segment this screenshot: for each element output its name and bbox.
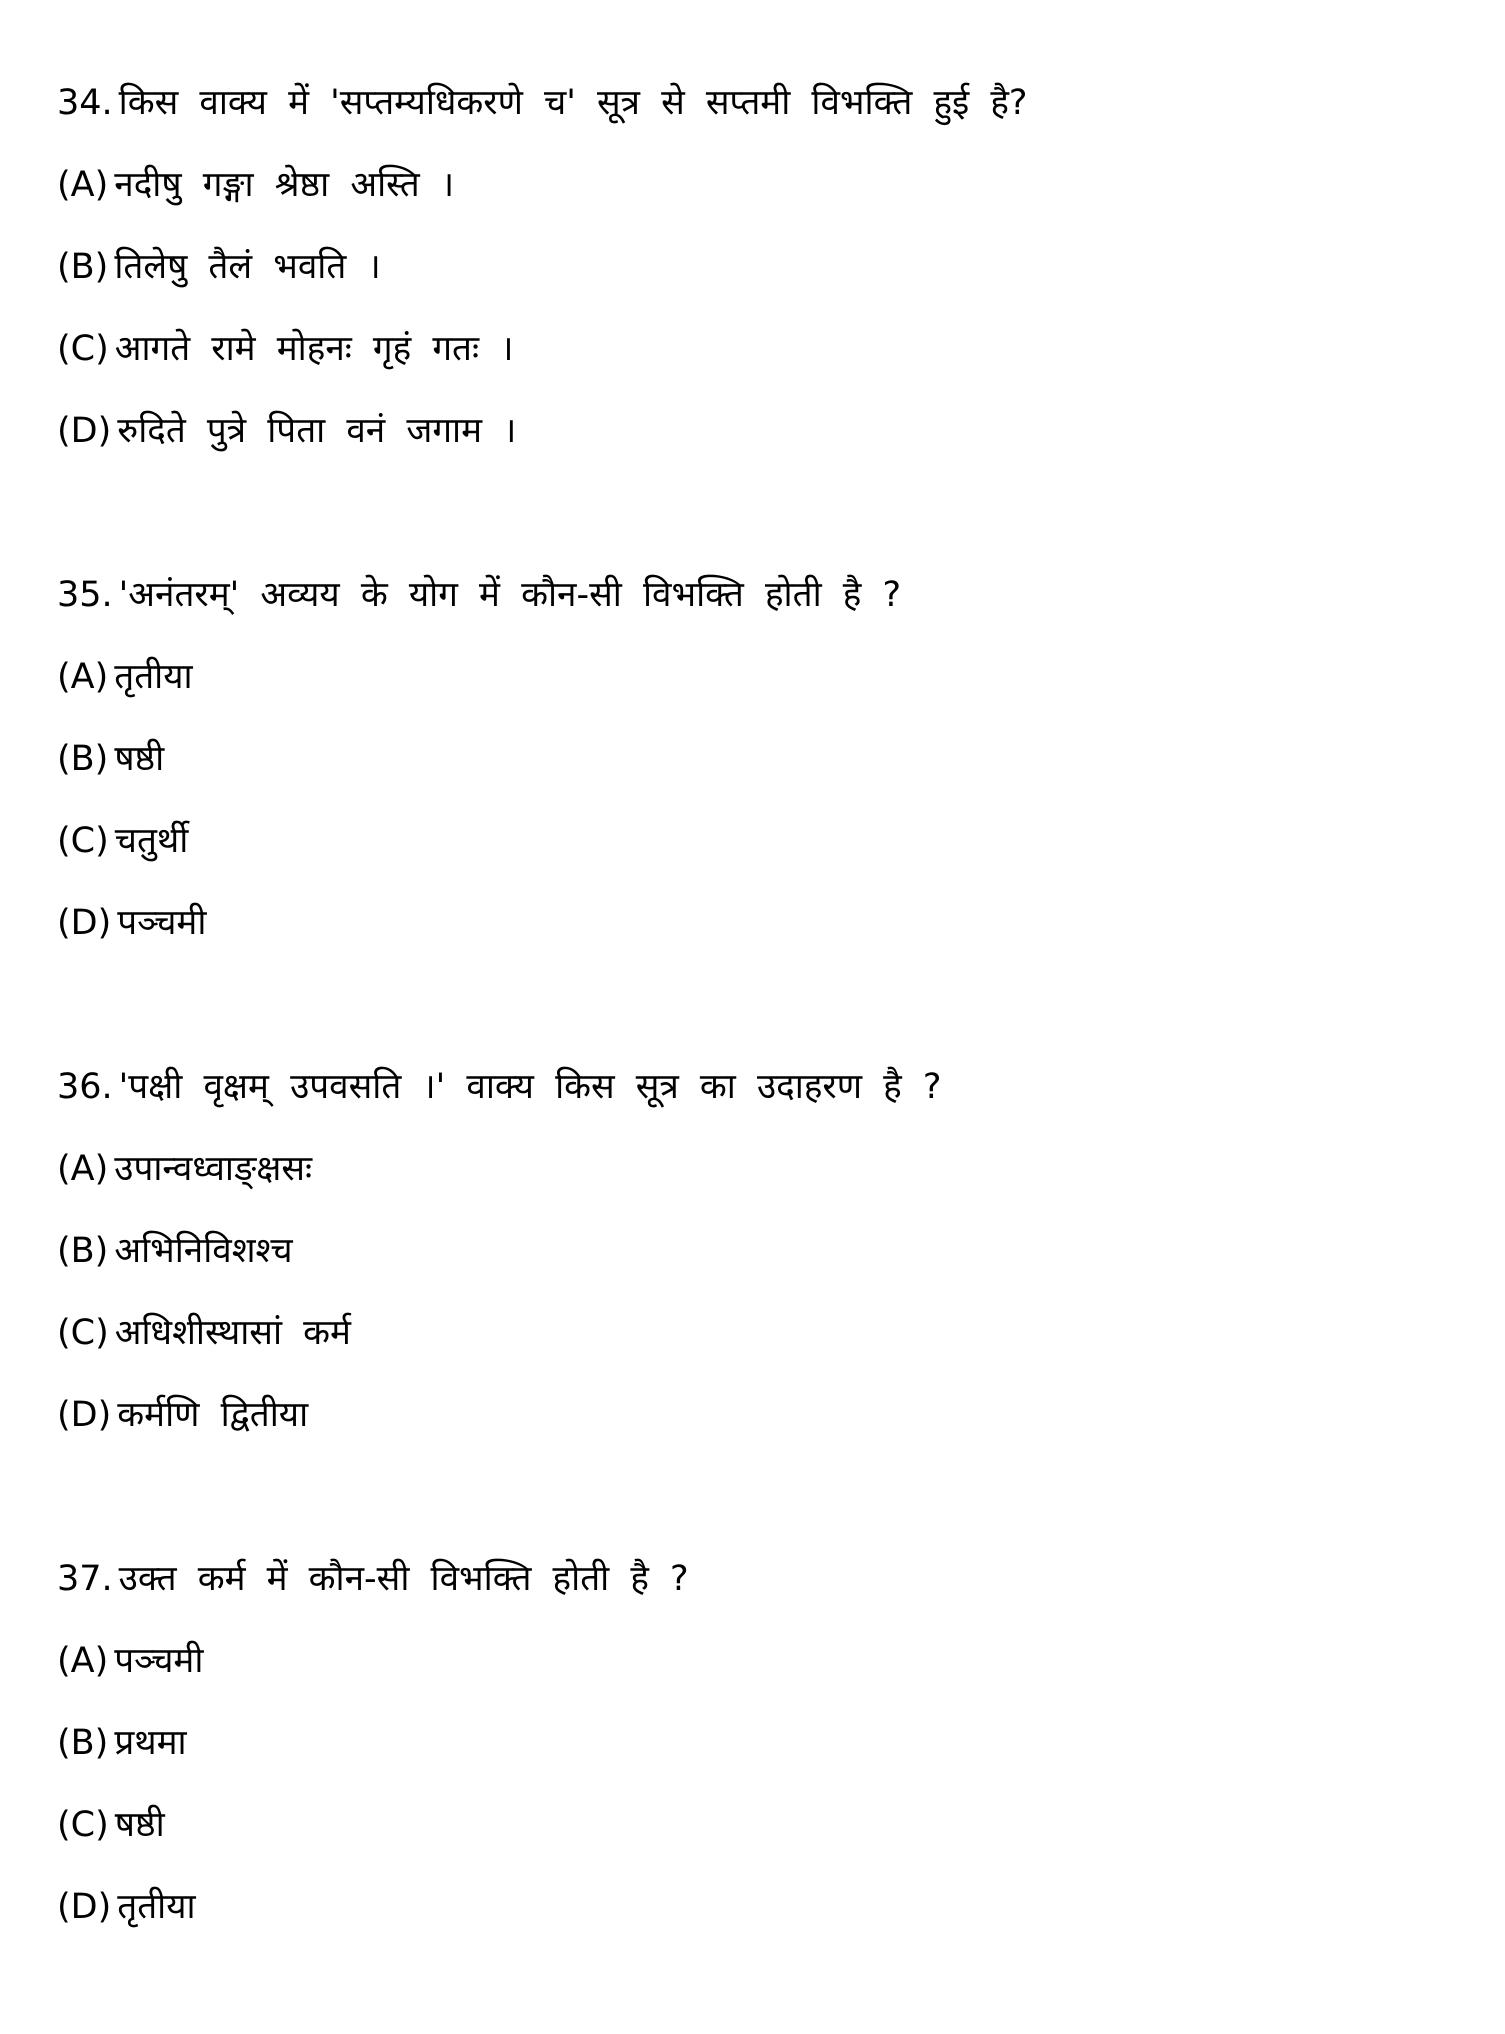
- option-text: तृतीया: [117, 1887, 196, 1927]
- option-label: (B): [57, 1231, 109, 1271]
- option-c[interactable]: [57, 1784, 1477, 1866]
- option-text: प्रथमा: [114, 1723, 187, 1763]
- option-b[interactable]: [57, 226, 1477, 308]
- question-text: [57, 1538, 1477, 1620]
- option-label: (C): [57, 329, 109, 369]
- option-label: (C): [57, 821, 109, 861]
- option-label: (C): [57, 1805, 109, 1845]
- question-number: 34.: [57, 83, 113, 123]
- option-c[interactable]: [57, 1292, 1477, 1374]
- option-text: तिलेषु तैलं भवति ।: [114, 247, 381, 287]
- option-b[interactable]: [57, 718, 1477, 800]
- option-b[interactable]: [57, 1702, 1477, 1784]
- option-text: कर्मणि द्वितीया: [117, 1395, 309, 1435]
- option-text: षष्ठी: [114, 1805, 165, 1845]
- question-stem: 'पक्षी वृक्षम् उपवसति ।' वाक्य किस सूत्र का उदाहरण है ?: [118, 1067, 942, 1107]
- option-text: अधिशीस्थासां कर्म: [114, 1313, 351, 1353]
- question-text: [57, 554, 1477, 636]
- option-a[interactable]: [57, 636, 1477, 718]
- option-text: पञ्चमी: [114, 1641, 204, 1681]
- option-label: (B): [57, 1723, 109, 1763]
- question-37: [57, 1538, 1477, 1948]
- option-label: (D): [57, 411, 112, 451]
- option-label: (D): [57, 1887, 112, 1927]
- question-stem: उक्त कर्म में कौन-सी विभक्ति होती है ?: [118, 1559, 689, 1599]
- option-text: रुदिते पुत्रे पिता वनं जगाम ।: [117, 411, 517, 451]
- question-sheet: [57, 62, 1477, 2030]
- question-stem: 'अनंतरम्' अव्यय के योग में कौन-सी विभक्ति होती है ?: [118, 575, 902, 615]
- option-b[interactable]: [57, 1210, 1477, 1292]
- option-text: चतुर्थी: [114, 821, 189, 861]
- option-label: (B): [57, 739, 109, 779]
- option-d[interactable]: [57, 390, 1477, 472]
- option-text: नदीषु गङ्गा श्रेष्ठा अस्ति ।: [114, 165, 455, 205]
- question-34: [57, 62, 1477, 472]
- option-label: (A): [57, 657, 109, 697]
- option-label: (A): [57, 165, 109, 205]
- question-stem: किस वाक्य में 'सप्तम्यधिकरणे च' सूत्र से सप्तमी विभक्ति हुई है?: [118, 83, 1028, 123]
- question-36: [57, 1046, 1477, 1456]
- option-a[interactable]: [57, 144, 1477, 226]
- question-number: 35.: [57, 575, 113, 615]
- option-label: (A): [57, 1149, 109, 1189]
- question-text: [57, 1046, 1477, 1128]
- option-text: उपान्वध्वाङ्क्षसः: [114, 1149, 313, 1189]
- question-number: 36.: [57, 1067, 113, 1107]
- question-35: [57, 554, 1477, 964]
- option-d[interactable]: [57, 882, 1477, 964]
- option-text: तृतीया: [114, 657, 193, 697]
- question-text: [57, 62, 1477, 144]
- option-label: (B): [57, 247, 109, 287]
- option-label: (D): [57, 1395, 112, 1435]
- option-text: षष्ठी: [114, 739, 165, 779]
- option-a[interactable]: [57, 1620, 1477, 1702]
- option-label: (D): [57, 903, 112, 943]
- option-label: (C): [57, 1313, 109, 1353]
- option-label: (A): [57, 1641, 109, 1681]
- option-a[interactable]: [57, 1128, 1477, 1210]
- option-text: पञ्चमी: [117, 903, 207, 943]
- option-c[interactable]: [57, 308, 1477, 390]
- option-c[interactable]: [57, 800, 1477, 882]
- option-text: अभिनिविशश्च: [114, 1231, 293, 1271]
- option-d[interactable]: [57, 1866, 1477, 1948]
- option-text: आगते रामे मोहनः गृहं गतः ।: [114, 329, 514, 369]
- question-number: 37.: [57, 1559, 113, 1599]
- option-d[interactable]: [57, 1374, 1477, 1456]
